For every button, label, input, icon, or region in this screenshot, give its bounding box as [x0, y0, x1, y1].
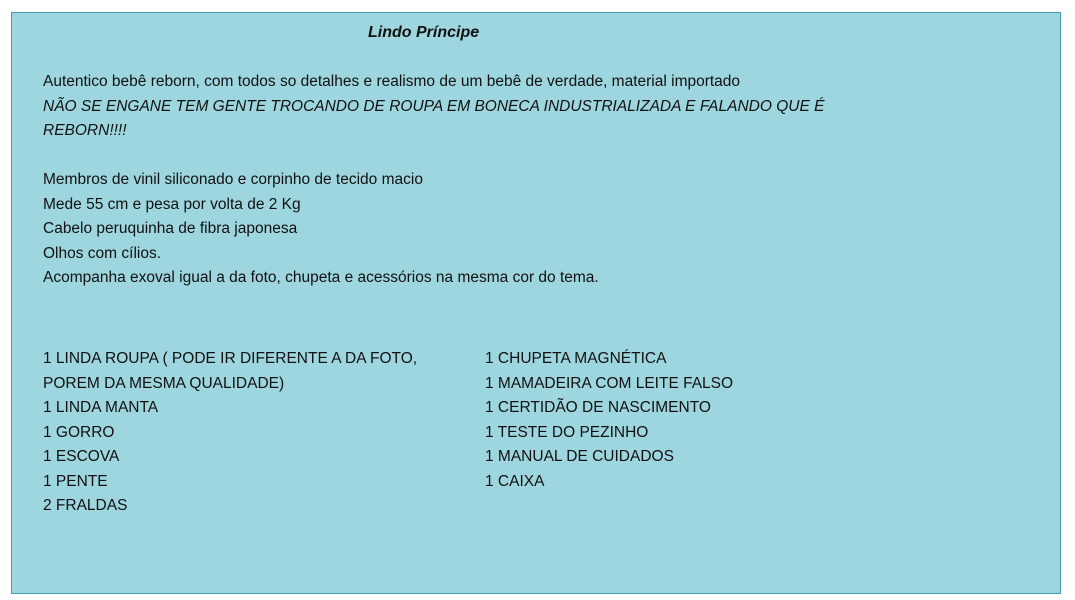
included-item: 1 MAMADEIRA COM LEITE FALSO	[485, 374, 734, 392]
included-item: 1 CAIXA	[485, 472, 545, 490]
warning-text-line-2: REBORN!!!!	[43, 122, 127, 139]
included-item: 1 CHUPETA MAGNÉTICA	[485, 350, 667, 367]
included-item: 1 CERTIDÃO DE NASCIMENTO	[485, 399, 711, 416]
warning-text-line-1: NÃO SE ENGANE TEM GENTE TROCANDO DE ROUPA EM BONECA INDUSTRIALIZADA E FALANDO QUE É	[43, 97, 825, 115]
included-items-right	[485, 347, 733, 494]
product-description-box	[11, 12, 1061, 594]
included-item: 1 TESTE DO PEZINHO	[485, 423, 649, 441]
included-item: 1 LINDA ROUPA ( PODE IR DIFERENTE A DA FOTO,	[43, 350, 418, 367]
included-item: 1 GORRO	[43, 423, 115, 441]
feature-item: Olhos com cílios.	[43, 244, 162, 262]
included-item: 1 ESCOVA	[43, 448, 120, 465]
included-item: 2 FRALDAS	[43, 497, 128, 514]
feature-item: Cabelo peruquinha de fibra japonesa	[43, 220, 298, 237]
intro-text: Autentico bebê reborn, com todos so detalhes e realismo de um bebê de verdade, material importado	[43, 73, 741, 90]
included-item: 1 LINDA MANTA	[43, 399, 159, 416]
included-items-left	[43, 347, 417, 519]
features-list	[43, 168, 599, 291]
included-item: POREM DA MESMA QUALIDADE)	[43, 374, 285, 392]
feature-item: Membros de vinil siliconado e corpinho de tecido macio	[43, 171, 423, 188]
feature-item: Acompanha exoval igual a da foto, chupeta e acessórios na mesma cor do tema.	[43, 269, 599, 286]
intro-block	[43, 70, 824, 144]
included-item: 1 PENTE	[43, 472, 108, 490]
included-item: 1 MANUAL DE CUIDADOS	[485, 448, 674, 465]
feature-item: Mede 55 cm e pesa por volta de 2 Kg	[43, 195, 301, 213]
product-title: Lindo Príncipe	[368, 24, 480, 41]
